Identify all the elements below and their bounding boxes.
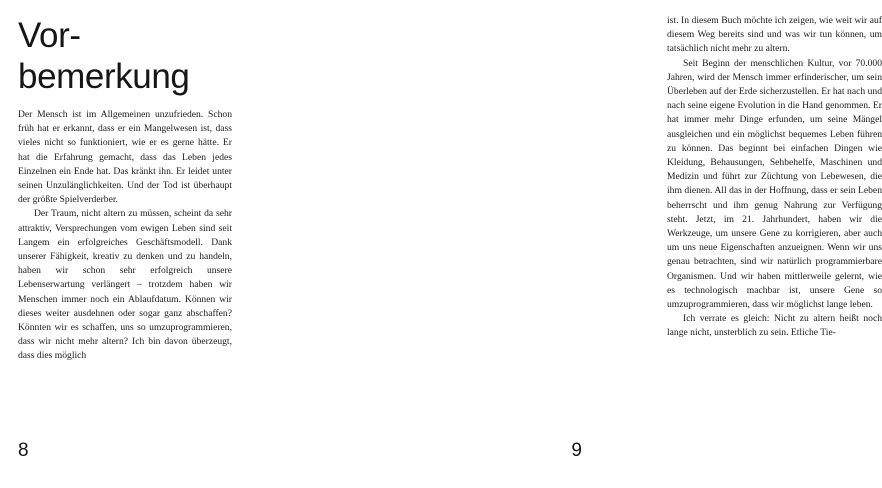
body-text-column-left bbox=[18, 108, 232, 364]
chapter-title bbox=[18, 16, 268, 97]
paragraph: Der Traum, nicht altern zu müssen, scheint da sehr attraktiv, Versprechungen vom ewigen Leben sind seit Langem ein erfolgreiches Geschäftsmodell. Dank unserer Fähigkeit, kreativ zu denken und zu handeln, haben wir schon sehr erfolgreich unsere Lebenserwartung verlängert – trotzdem haben wir Menschen immer noch ein Ablaufdatum. Können wir dieses weiter ausdehnen oder sogar ganz abschaffen? Könnten wir es schaffen, uns so umzuprogrammieren, dass wir nicht mehr altern? Ich bin davon überzeugt, dass dies möglich bbox=[18, 208, 232, 362]
page-number-left: 8 bbox=[18, 440, 29, 461]
page-number-right: 9 bbox=[571, 440, 582, 461]
paragraph: Ich verrate es gleich: Nicht zu altern heißt noch lange nicht, unsterblich zu sein. Etliche Tie- bbox=[667, 313, 882, 339]
body-text-column-right bbox=[667, 14, 882, 341]
paragraph: Seit Beginn der menschlichen Kultur, vor 70.000 Jahren, wird der Mensch immer erfinderischer, um sein Überleben auf der Erde sicherzustellen. Er hat nach und nach seine eigene Evolution in die Hand genommen. Er hat immer mehr Dinge erfunden, um seine Mängel ausgleichen und ein möglichst bequemes Leben führen zu können. Das beginnt bei einfachen Dingen wie Kleidung, Behausungen, Sehbehelfe, Maschinen und Medizin und führt zur Züchtung von Lebewesen, die ihm dienen. All das in der Hoffnung, dass er sein Leben beherrscht und ihm genug Nahrung zur Verfügung steht. Jetzt, im 21. Jahrhundert, haben wir die Werkzeuge, um unsere Gene zu korrigieren, aber auch um uns neue Eigenschaften anzueignen. Wenn wir uns genau betrachten, sind wir natürlich programmierbare Organismen. Und wir haben mittlerweile gelernt, wie es technologisch machbar ist, unsere Gene so umzuprogrammieren, dass wir möglichst lange leben. bbox=[667, 57, 882, 311]
page-right bbox=[300, 0, 882, 488]
paragraph: Der Mensch ist im Allgemeinen unzufrieden. Schon früh hat er erkannt, dass er ein Mangelwesen ist, dass vieles nicht so funktioniert, wie er es gerne hätte. Er hat die Erfahrung gemacht, dass das Leben jedes Einzelnen ein Ende hat. Das kränkt ihn. Er leidet unter seinen Unzulänglichkeiten. Und der Tod ist überhaupt der größte Spielverderber. bbox=[18, 109, 232, 206]
chapter-title-line-2: bemerkung bbox=[18, 56, 190, 96]
chapter-title-line-1: Vor- bbox=[18, 16, 81, 55]
page-left bbox=[0, 0, 300, 488]
paragraph: ist. In diesem Buch möchte ich zeigen, wie weit wir auf diesem Weg bereits sind und was wir tun können, um tatsächlich nicht mehr zu altern. bbox=[667, 15, 882, 55]
